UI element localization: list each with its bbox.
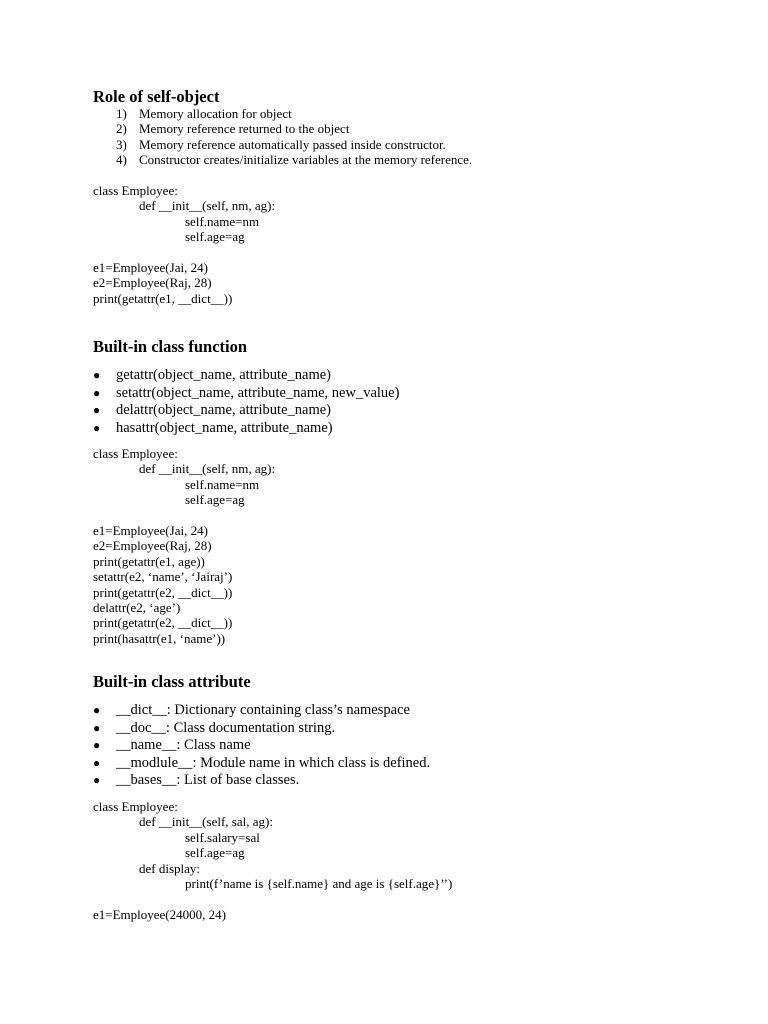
- code-line: e2=Employee(Raj, 28): [93, 538, 212, 554]
- bullet-icon: ●: [93, 385, 101, 400]
- code-line: print(f’name is {self.name} and age is {self.age}’’): [185, 875, 453, 891]
- code-line: self.salary=sal: [185, 829, 260, 845]
- code-line: def __init__(self, nm, ag):: [139, 198, 276, 214]
- code-line: def display:: [139, 860, 201, 876]
- code-line: print(getattr(e2, __dict__)): [93, 615, 233, 631]
- code-line: class Employee:: [93, 183, 178, 198]
- code-line: [93, 891, 452, 906]
- bullet-icon: ●: [93, 720, 101, 735]
- code-line: self.age=ag: [185, 229, 245, 245]
- bullet-icon: ●: [93, 420, 101, 435]
- section-heading-role-of-self: Role of self-object: [93, 87, 220, 106]
- code-line: [93, 245, 275, 260]
- bullet-icon: ●: [93, 738, 101, 753]
- section-heading-class-attribute: Built-in class attribute: [93, 672, 251, 691]
- code-line: def __init__(self, sal, ag):: [139, 814, 273, 830]
- code-line: e2=Employee(Raj, 28): [93, 275, 212, 291]
- bullet-icon: ●: [93, 403, 101, 418]
- code-line: delattr(e2, ‘age’): [93, 599, 181, 615]
- code-block: [93, 183, 275, 306]
- code-block: [93, 446, 275, 646]
- section-heading-class-function: Built-in class function: [93, 337, 248, 356]
- code-line: setattr(e2, ‘name’, ‘Jairaj’): [93, 569, 233, 585]
- code-line: print(getattr(e2, __dict__)): [93, 584, 233, 600]
- code-line: print(getattr(e1, age)): [93, 553, 205, 569]
- code-line: e1=Employee(Jai, 24): [93, 259, 208, 275]
- bullet-icon: ●: [93, 773, 101, 788]
- code-line: e1=Employee(Jai, 24): [93, 522, 208, 538]
- code-line: self.age=ag: [185, 845, 245, 861]
- code-line: self.age=ag: [185, 492, 245, 508]
- code-line: self.name=nm: [185, 213, 260, 229]
- bullet-icon: ●: [93, 368, 101, 382]
- code-line: class Employee:: [93, 446, 178, 461]
- code-line: e1=Employee(24000, 24): [93, 906, 226, 922]
- bullet-icon: ●: [93, 755, 101, 770]
- code-block: [93, 799, 452, 922]
- bullet-icon: ●: [93, 703, 101, 717]
- code-line: [93, 508, 275, 523]
- code-line: def __init__(self, nm, ag):: [139, 461, 276, 477]
- code-line: print(hasattr(e1, ‘name’)): [93, 630, 226, 646]
- code-line: print(getattr(e1, __dict__)): [93, 290, 233, 306]
- code-line: self.name=nm: [185, 476, 260, 492]
- code-line: class Employee:: [93, 799, 178, 814]
